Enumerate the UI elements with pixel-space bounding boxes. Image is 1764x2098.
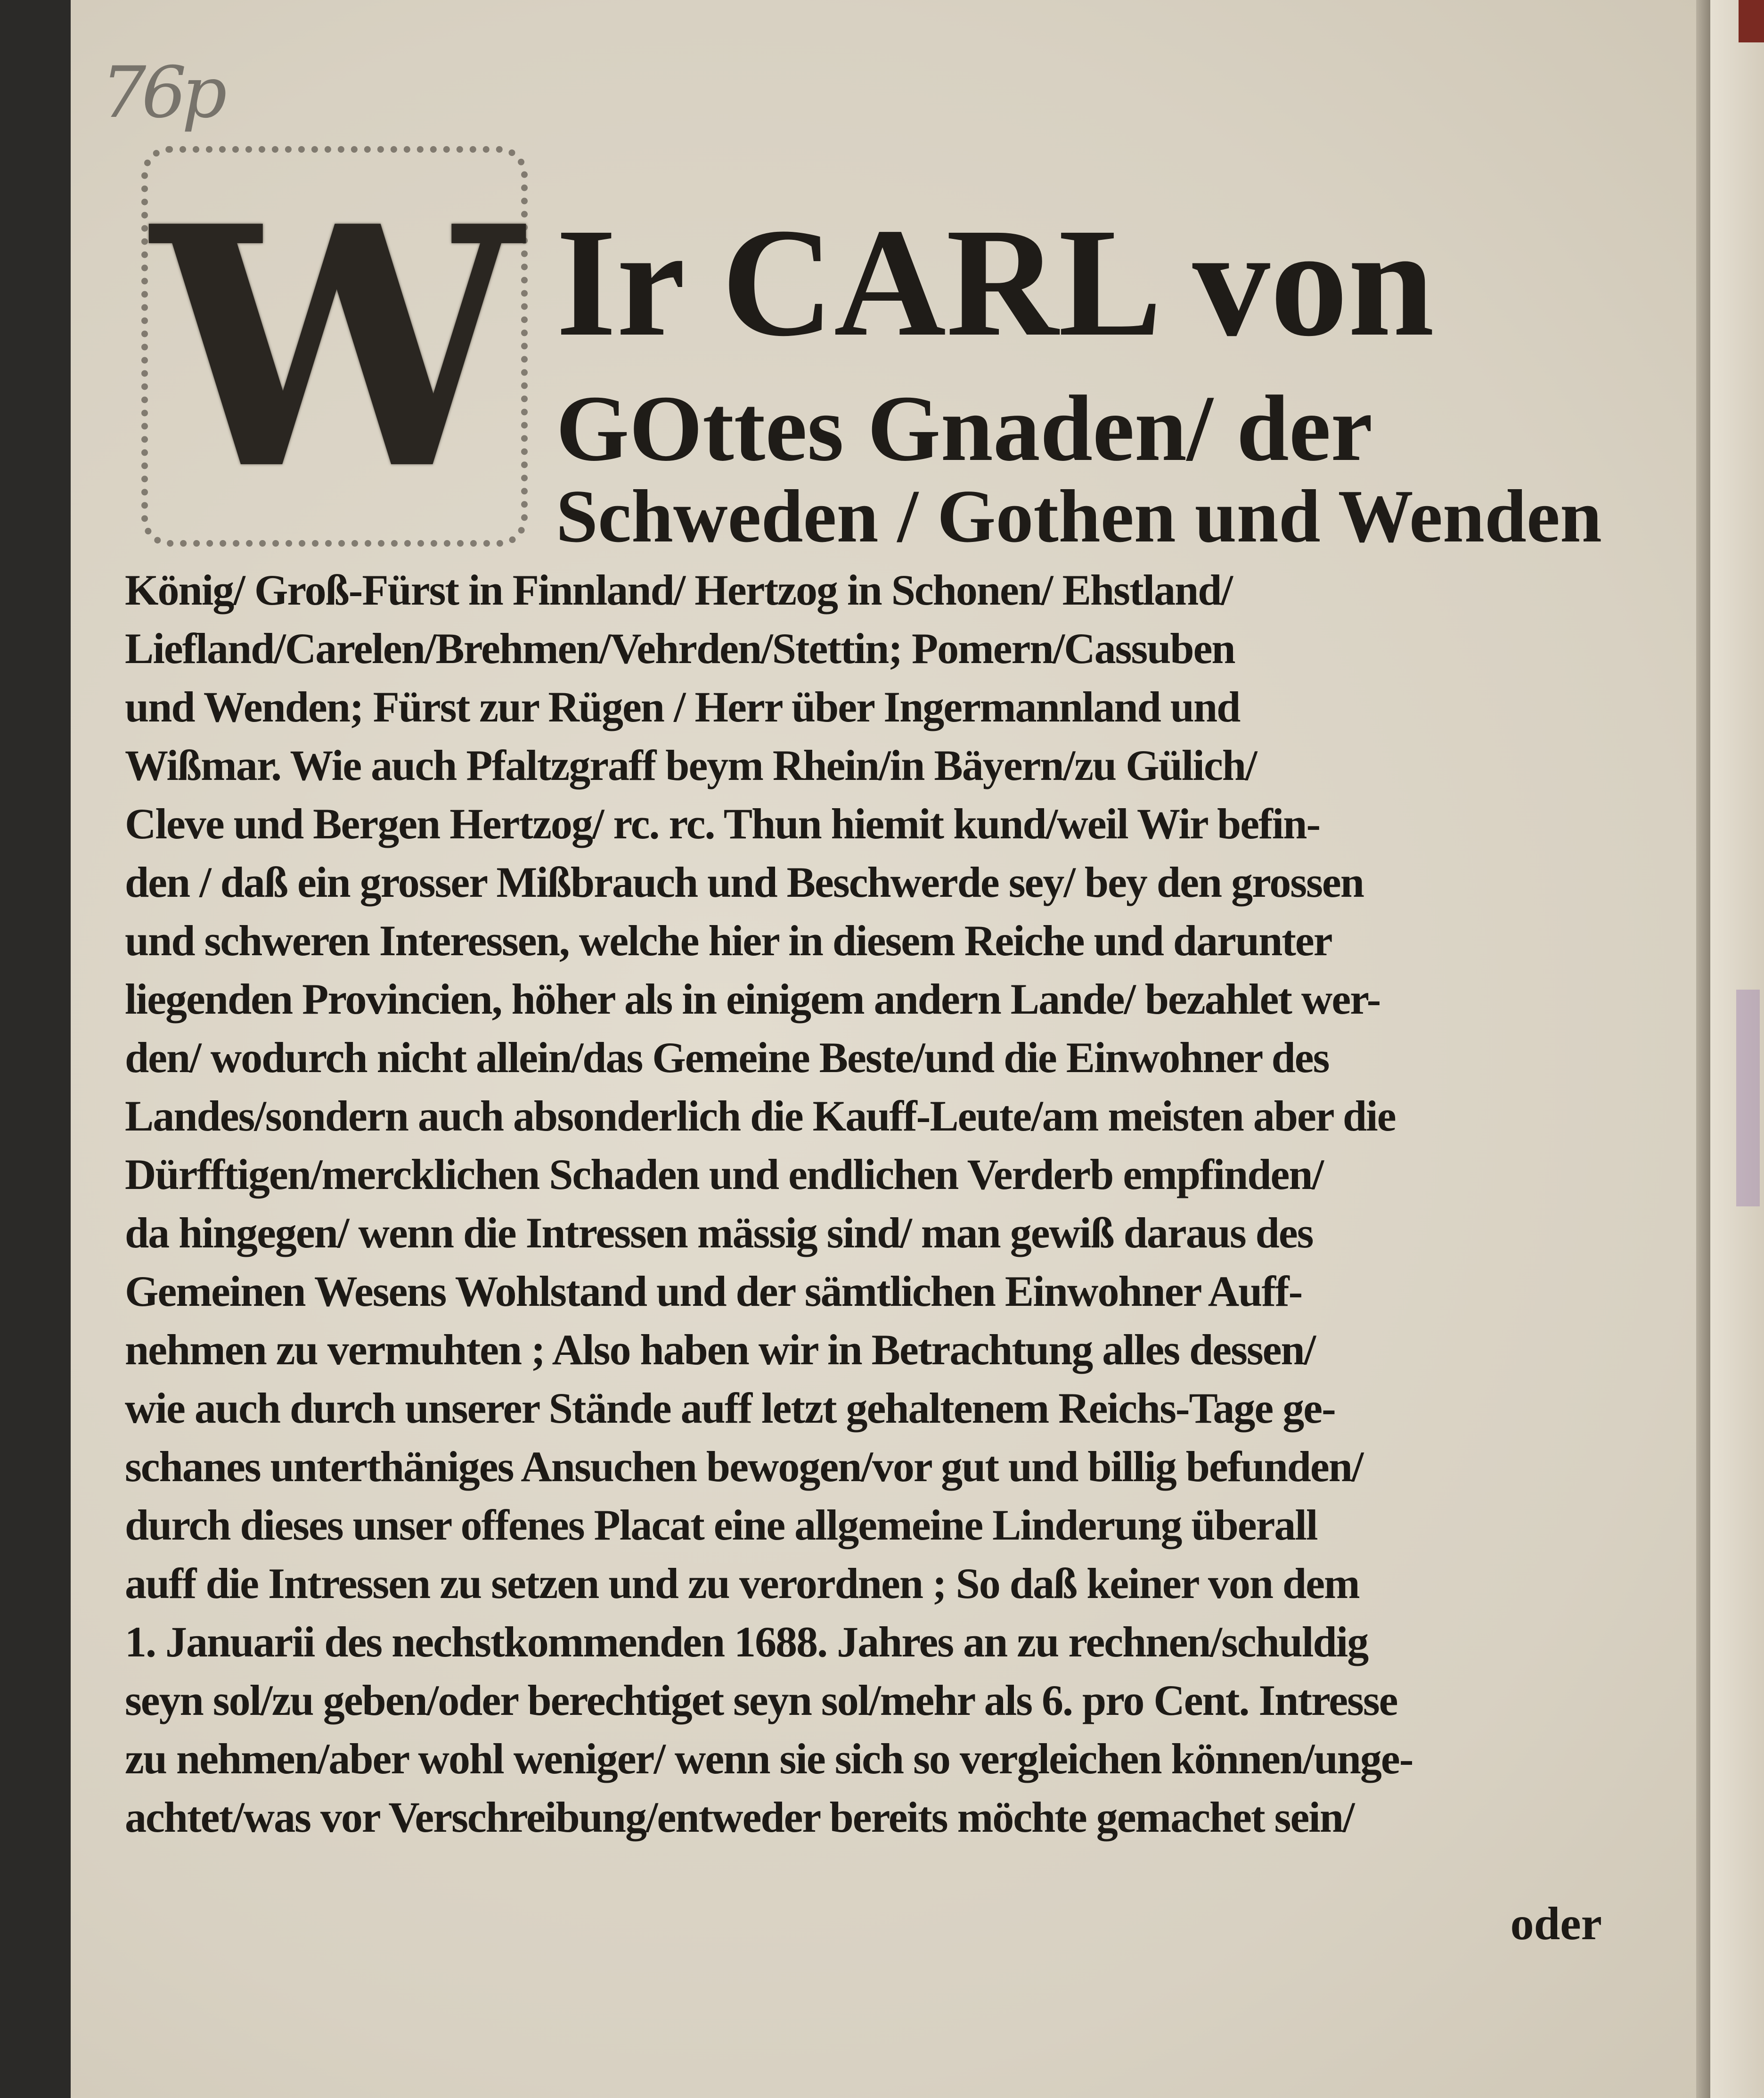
heading-line-2: GOttes Gnaden/ der: [556, 377, 1373, 481]
text-line: Gemeinen Wesens Wohlstand und der sämtlichen Einwohner Auff-: [125, 1267, 1302, 1315]
text-line: König/ Groß-Fürst in Finnland/ Hertzog in Schonen/ Ehstland/: [125, 566, 1233, 614]
text-line: Cleve und Bergen Hertzog/ rc. rc. Thun hiemit kund/weil Wir befin-: [125, 800, 1320, 848]
text-line: achtet/was vor Verschreibung/entweder bereits möchte gemachet sein/: [125, 1793, 1354, 1841]
text-line: Landes/sondern auch absonderlich die Kauff-Leute/am meisten aber die: [125, 1092, 1396, 1140]
text-line: liegenden Provincien, höher als in einigem andern Lande/ bezahlet wer-: [125, 975, 1380, 1023]
text-line: den / daß ein grosser Mißbrauch und Beschwerde sey/ bey den grossen: [125, 858, 1364, 906]
catchword: oder: [1510, 1897, 1602, 1950]
binding-spine: [1739, 0, 1764, 42]
page-edge-shadow: [1696, 0, 1710, 2098]
text-line: Liefland/Carelen/Brehmen/Vehrden/Stettin; Pomern/Cassuben: [125, 624, 1235, 672]
body-text: [125, 561, 1604, 1846]
heading-line-1: Ir CARL von: [556, 197, 1435, 369]
library-stamp: [1736, 990, 1760, 1206]
text-line: nehmen zu vermuhten ; Also haben wir in Betrachtung alles dessen/: [125, 1326, 1315, 1374]
text-line: wie auch durch unserer Stände auff letzt gehaltenem Reichs-Tage ge-: [125, 1384, 1335, 1432]
text-line: schanes unterthäniges Ansuchen bewogen/vor gut und billig befunden/: [125, 1442, 1363, 1491]
text-line: und schweren Interessen, welche hier in diesem Reiche und darunter: [125, 917, 1332, 965]
heading-line-3: Schweden / Gothen und Wenden: [556, 474, 1602, 558]
text-line: Dürfftigen/mercklichen Schaden und endlichen Verderb empfinden/: [125, 1150, 1323, 1198]
text-line: durch dieses unser offenes Placat eine allgemeine Linderung überall: [125, 1501, 1317, 1549]
text-line: zu nehmen/aber wohl weniger/ wenn sie sich so vergleichen können/unge-: [125, 1735, 1413, 1783]
text-line: und Wenden; Fürst zur Rügen / Herr über Ingermannland und: [125, 683, 1240, 731]
text-line: den/ wodurch nicht allein/das Gemeine Beste/und die Einwohner des: [125, 1033, 1329, 1082]
text-line: 1. Januarii des nechstkommenden 1688. Jahres an zu rechnen/schuldig: [125, 1618, 1368, 1666]
handwritten-shelfmark: 76p: [101, 52, 222, 134]
text-line: seyn sol/zu geben/oder berechtiget seyn sol/mehr als 6. pro Cent. Intresse: [125, 1676, 1397, 1724]
decorated-initial: W: [151, 155, 523, 542]
text-line: Wißmar. Wie auch Pfaltzgraff beym Rhein/in Bäyern/zu Gülich/: [125, 741, 1257, 789]
text-line: da hingegen/ wenn die Intressen mässig sind/ man gewiß daraus des: [125, 1209, 1313, 1257]
text-line: auff die Intressen zu setzen und zu verordnen ; So daß keiner von dem: [125, 1559, 1359, 1607]
